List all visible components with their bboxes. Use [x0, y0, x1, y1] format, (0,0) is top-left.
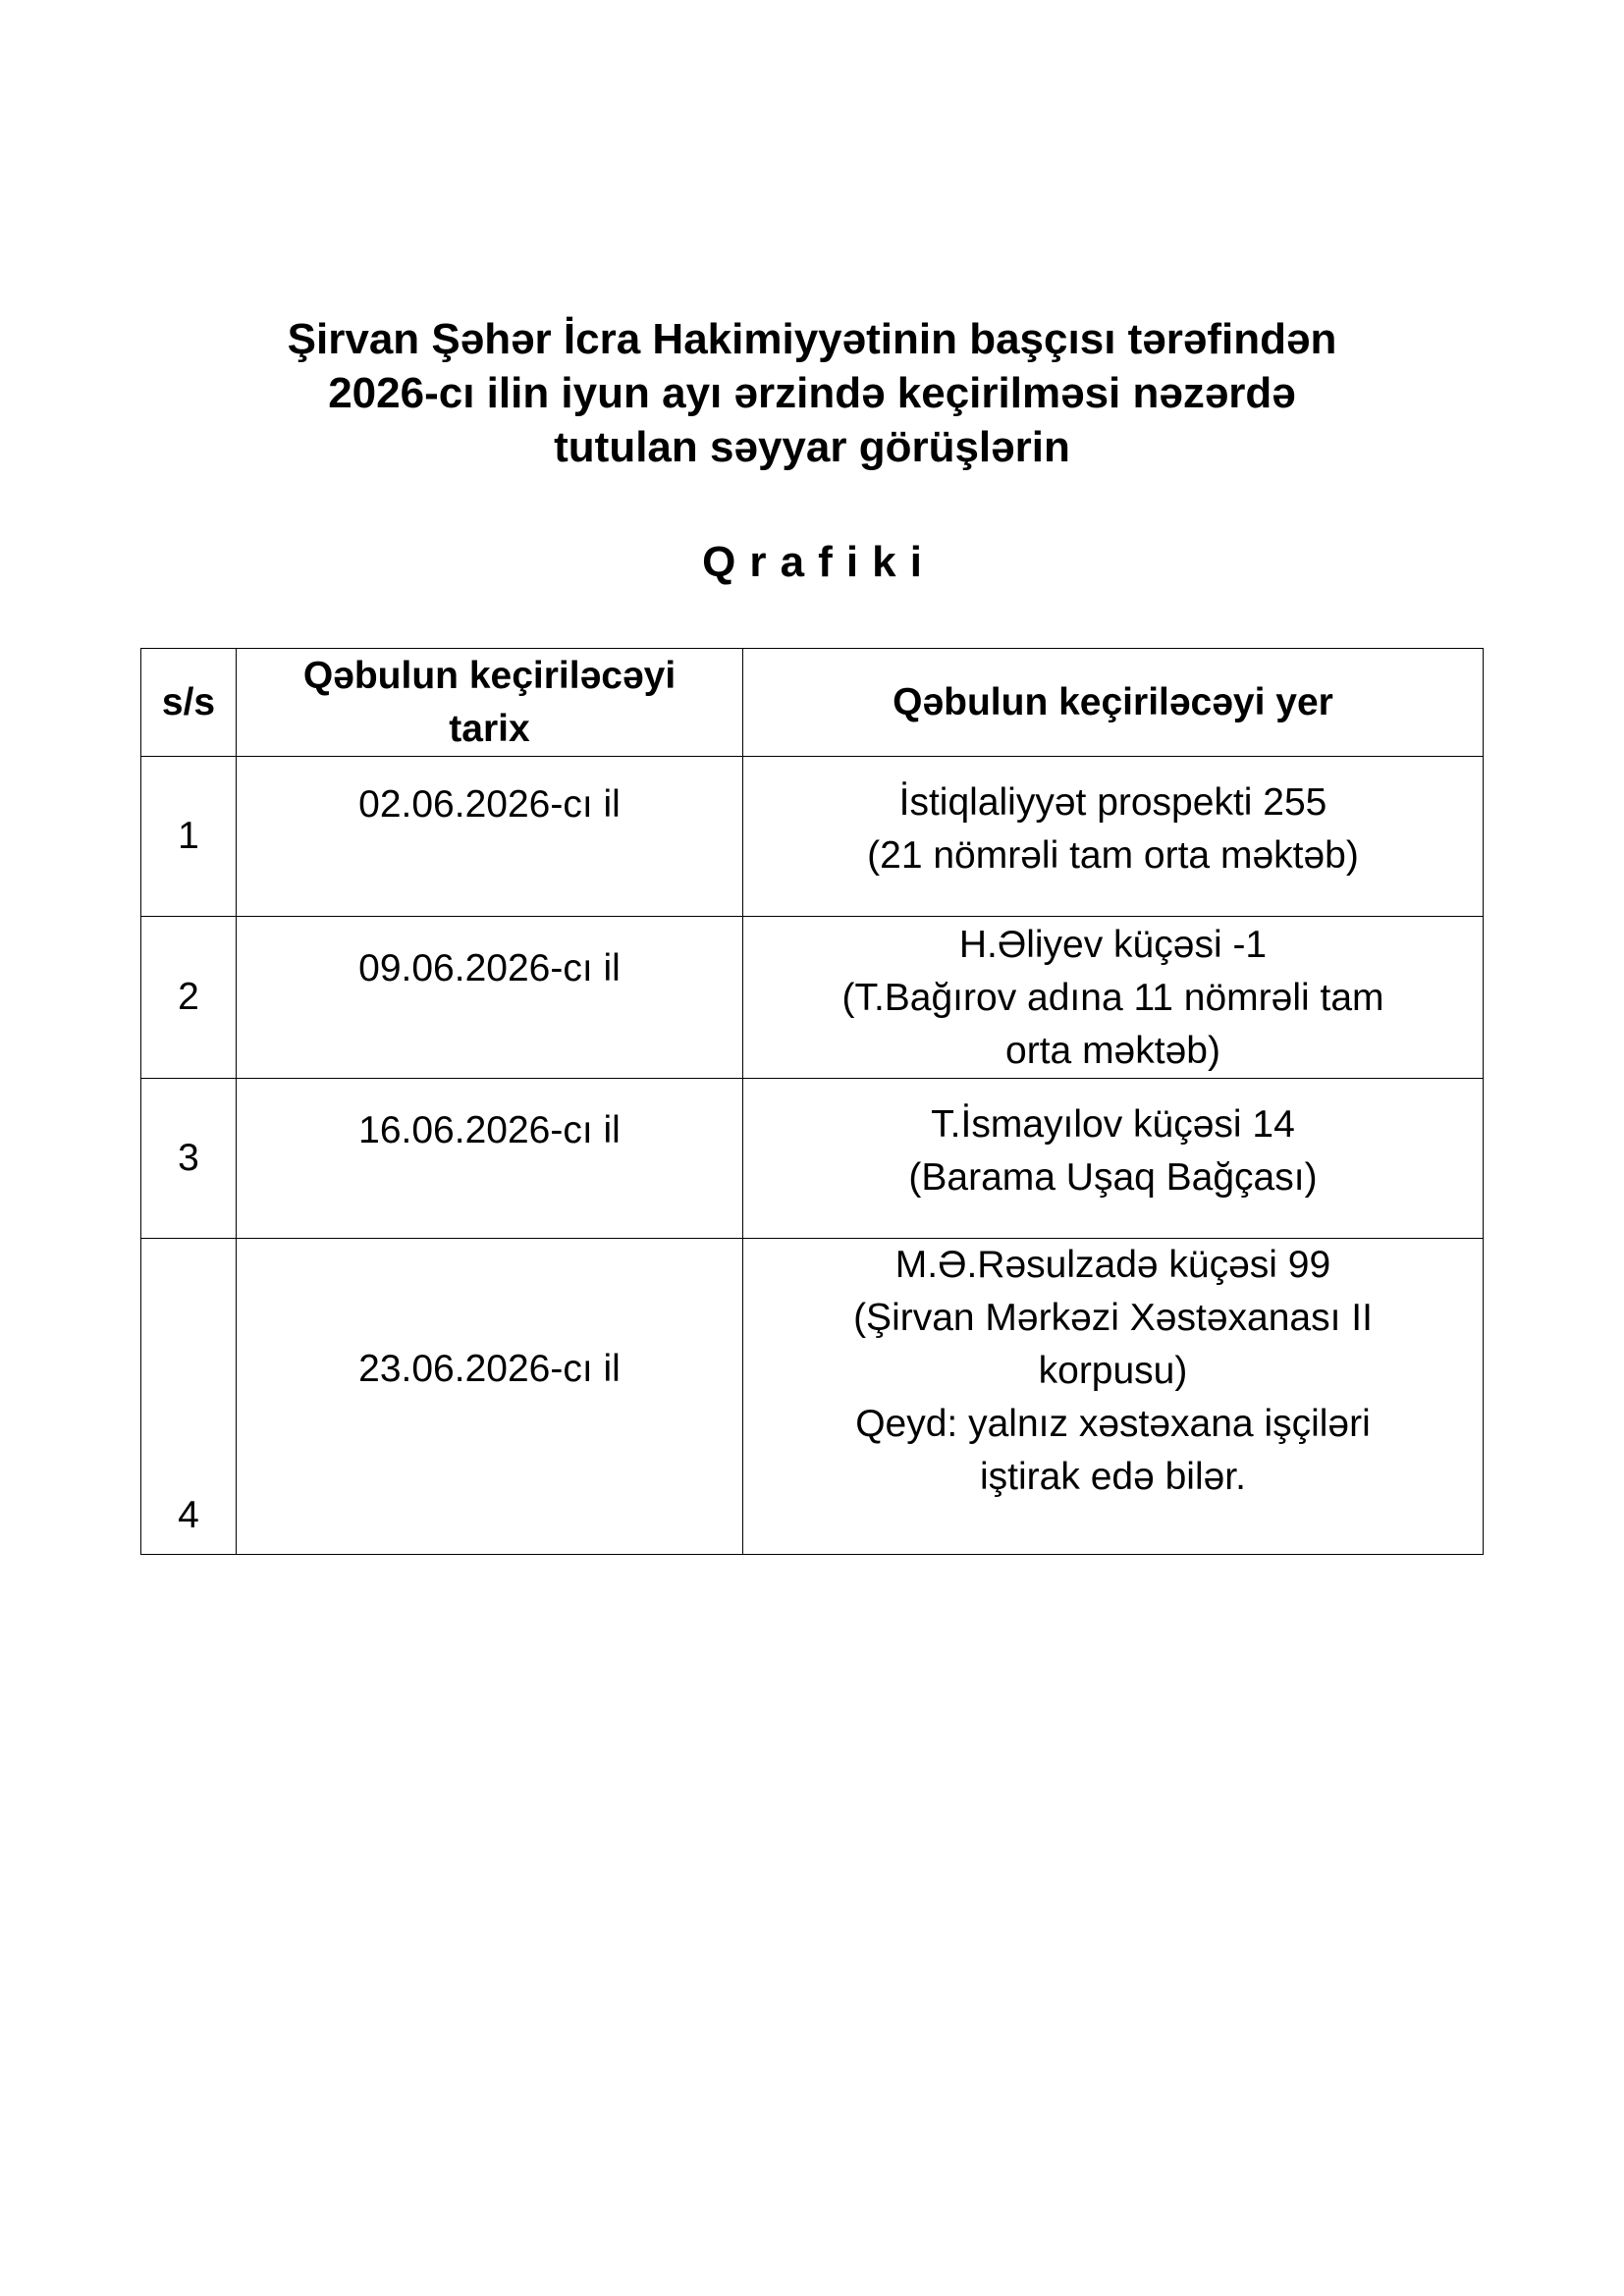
row-number: 3: [178, 1137, 199, 1179]
row-date-cell: [237, 1079, 743, 1239]
place-line: orta məktəb): [1005, 1030, 1220, 1072]
place-line: (Barama Uşaq Bağçası): [908, 1156, 1318, 1199]
place-line: İstiqlaliyyət prospekti 255: [898, 781, 1327, 824]
place-line: korpusu): [1038, 1350, 1188, 1392]
place-line: (21 nömrəli tam orta məktəb): [867, 834, 1359, 877]
header-number: s/s: [141, 649, 237, 757]
place-note-line: iştirak edə bilər.: [980, 1456, 1246, 1498]
table-row: [141, 917, 1484, 1079]
row-date-cell: [237, 917, 743, 1079]
row-place-cell: [743, 757, 1484, 917]
row-date: 09.06.2026-cı il: [358, 947, 621, 989]
table-row: [141, 1079, 1484, 1239]
row-date: 02.06.2026-cı il: [358, 783, 621, 826]
row-number: 2: [178, 976, 199, 1018]
place-note-line: Qeyd: yalnız xəstəxana işçiləri: [855, 1403, 1371, 1445]
document-title: [0, 312, 1624, 474]
row-place-cell: [743, 1079, 1484, 1239]
place-line: H.Əliyev küçəsi -1: [958, 924, 1268, 966]
schedule-table: [140, 648, 1484, 1555]
row-date: 16.06.2026-cı il: [358, 1109, 621, 1151]
row-number-cell: [141, 1239, 237, 1555]
table-row: [141, 757, 1484, 917]
row-date-cell: [237, 757, 743, 917]
row-number: 1: [178, 815, 199, 857]
row-number-cell: [141, 757, 237, 917]
row-date: 23.06.2026-cı il: [358, 1347, 621, 1390]
row-number-cell: [141, 1079, 237, 1239]
header-date-line-1: Qəbulun keçiriləcəyi: [302, 654, 677, 697]
row-place-cell: [743, 917, 1484, 1079]
row-date-cell: [237, 1239, 743, 1555]
row-place-cell: [743, 1239, 1484, 1555]
row-number: 4: [178, 1494, 199, 1536]
row-number-cell: [141, 917, 237, 1079]
header-date: [237, 649, 743, 757]
title-line-2: 2026-cı ilin iyun ayı ərzində keçirilməsi nəzərdə: [328, 369, 1296, 417]
place-line: (Şirvan Mərkəzi Xəstəxanası II: [853, 1297, 1373, 1339]
title-line-3: tutulan səyyar görüşlərin: [554, 423, 1070, 471]
header-place: Qəbulun keçiriləcəyi yer: [743, 649, 1484, 757]
title-line-1: Şirvan Şəhər İcra Hakimiyyətinin başçısı tərəfindən: [287, 315, 1337, 363]
table-header-row: [141, 649, 1484, 757]
document-subtitle: Qrafiki: [702, 538, 937, 586]
place-line: T.İsmayılov küçəsi 14: [931, 1103, 1295, 1146]
header-date-line-2: tarix: [449, 707, 530, 750]
place-line: M.Ə.Rəsulzadə küçəsi 99: [894, 1244, 1331, 1286]
place-line: (T.Bağırov adına 11 nömrəli tam: [841, 977, 1384, 1019]
table-row: [141, 1239, 1484, 1555]
